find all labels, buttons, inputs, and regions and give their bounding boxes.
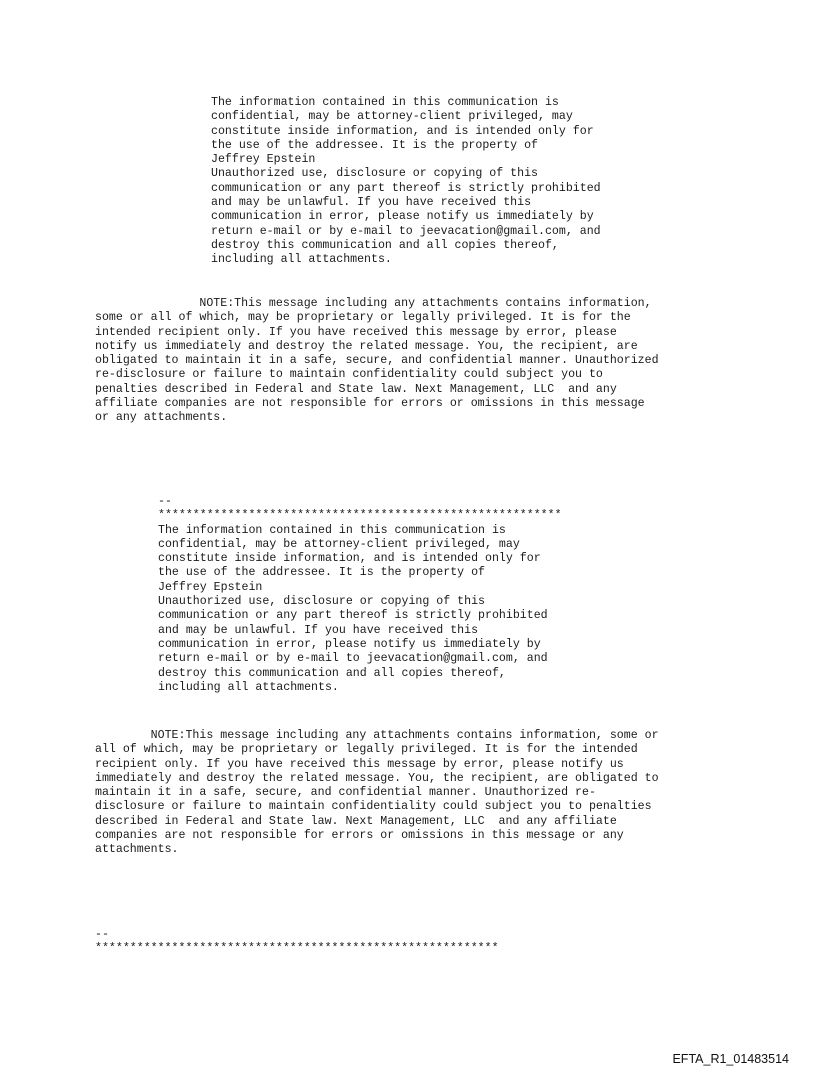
confidentiality-notice-2: -- ********************************************************** The information contained in this communication is confidential, may be attorney-client privileged, may constitute inside information, and is intended only for the use of the addressee. It is the property of Jeffrey Epstein Unauthorized use, disclosure or copying of this communication or any part thereof is strictly prohibited and may be unlawful. If you have received this communication in error, please notify us immediately by return e-mail or by e-mail to jeevacation@gmail.com, and destroy this communication and all copies thereof, including all attachments. <box>158 495 562 694</box>
document-id-stamp: EFTA_R1_01483514 <box>672 1052 789 1066</box>
disclaimer-note-1: NOTE:This message including any attachments contains information, some or all of which, may be proprietary or legally privileged. It is for the intended recipient only. If you have received this message by error, please notify us immediately and destroy the related message. You, the recipient, are obligated to maintain it in a safe, secure, and confidential manner. Unauthorized re-disclosure or failure to maintain confidentiality could subject you to penalties described in Federal and State law. Next Management, LLC and any affiliate companies are not responsible for errors or omissions in this message or any attachments. <box>95 297 659 425</box>
confidentiality-notice-1: The information contained in this communication is confidential, may be attorney-client privileged, may constitute inside information, and is intended only for the use of the addressee. It is the property of Jeffrey Epstein Unauthorized use, disclosure or copying of this communication or any part thereof is strictly prohibited and may be unlawful. If you have received this communication in error, please notify us immediately by return e-mail or by e-mail to jeevacation@gmail.com, and destroy this communication and all copies thereof, including all attachments. <box>211 96 601 267</box>
signature-separator: -- ********************************************************** <box>95 928 499 956</box>
disclaimer-note-2: NOTE:This message including any attachments contains information, some or all of which, may be proprietary or legally privileged. It is for the intended recipient only. If you have received this message by error, please notify us immediately and destroy the related message. You, the recipient, are obligated to maintain it in a safe, secure, and confidential manner. Unauthorized re- disclosure or failure to maintain confidentiality could subject you to penalties described in Federal and State law. Next Management, LLC and any affiliate companies are not responsible for errors or omissions in this message or any attachments. <box>95 729 659 857</box>
